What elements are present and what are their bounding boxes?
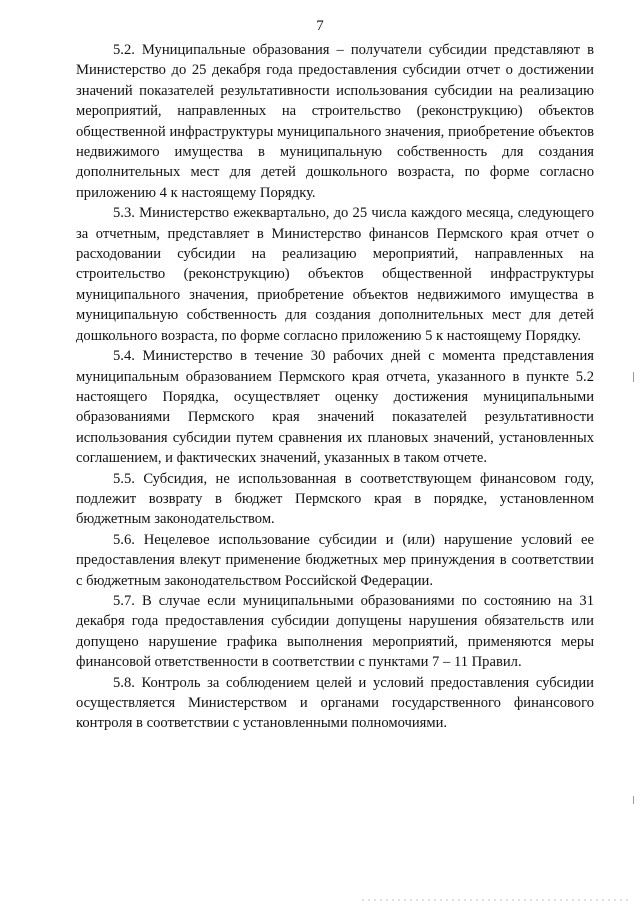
document-body xyxy=(76,40,594,734)
scan-edge-mark xyxy=(633,796,634,804)
paragraph-5-5: 5.5. Субсидия, не использованная в соответствующем финансовом году, подлежит возврату в бюджет Пермского края в порядке, установленном бюджетным законодательством. xyxy=(76,470,594,528)
paragraph-5-7: 5.7. В случае если муниципальными образованиями по состоянию на 31 декабря года предоставления субсидии допущены нарушения обязательств или допущено нарушение графика выполнения мероприятий, применяются меры финансовой ответственности в соответствии с пунктами 7 – 11 Правил. xyxy=(76,592,594,671)
paragraph-5-8: 5.8. Контроль за соблюдением целей и условий предоставления субсидии осуществляется Министерством и органами государственного финансового контроля в соответствии с установленными полномочиями. xyxy=(76,674,594,732)
scan-artifact-dots xyxy=(360,899,630,901)
paragraph-5-2: 5.2. Муниципальные образования – получатели субсидии представляют в Министерство до 25 декабря года предоставления субсидии отчет о достижении значений показателей результативности использования субсидии на реализацию мероприятий, направленных на строительство (реконструкцию) объектов общественной инфраструктуры муниципального значения, приобретение объектов недвижимого имущества в муниципальную собственность для создания дополнительных мест для детей дошкольного возраста, по форме согласно приложению 4 к настоящему Порядку. xyxy=(76,42,594,201)
page-number: 7 xyxy=(316,18,324,34)
paragraph-5-6: 5.6. Нецелевое использование субсидии и (или) нарушение условий ее предоставления влекут применение бюджетных мер принуждения в соответствии с бюджетным законодательством Российской Федерации. xyxy=(76,531,594,589)
paragraph-5-4: 5.4. Министерство в течение 30 рабочих дней с момента представления муниципальным образованием Пермского края отчета, указанного в пункте 5.2 настоящего Порядка, осуществляет оценку достижения муниципальными образованиями Пермского края значений показателей результативности использования субсидии путем сравнения их плановых значений, установленных соглашением, и фактических значений, указанных в таком отчете. xyxy=(76,348,594,467)
paragraph-5-3: 5.3. Министерство ежеквартально, до 25 числа каждого месяца, следующего за отчетным, представляет в Министерство финансов Пермского края отчет о расходовании субсидии на реализацию мероприятий, направленных на строительство (реконструкцию) объектов общественной инфраструктуры муниципального значения, приобретение объектов недвижимого имущества в муниципальную собственность для создания дополнительных мест для детей дошкольного возраста, по форме согласно приложению 5 к настоящему Порядку. xyxy=(76,205,594,344)
scan-edge-mark xyxy=(633,372,634,382)
